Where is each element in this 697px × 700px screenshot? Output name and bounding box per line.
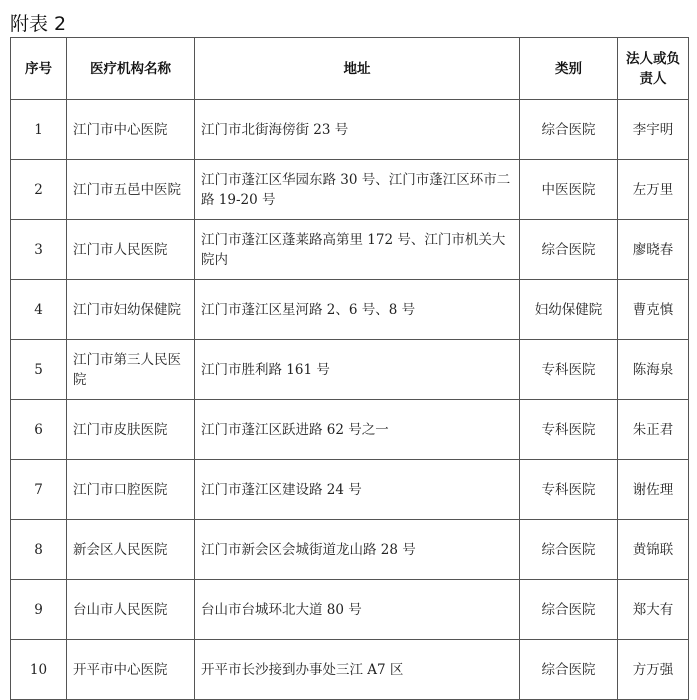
table-row [11,100,689,160]
cell-no: 10 [11,640,67,700]
cell-person: 朱正君 [618,400,689,460]
cell-person: 李宇明 [618,100,689,160]
table-row [11,220,689,280]
hospital-table [10,37,689,700]
header-category: 类别 [520,38,618,100]
header-name: 医疗机构名称 [67,38,195,100]
cell-name: 江门市中心医院 [67,100,195,160]
cell-address: 开平市长沙接到办事处三江 A7 区 [195,640,520,700]
cell-person: 陈海泉 [618,340,689,400]
cell-name: 开平市中心医院 [67,640,195,700]
cell-address: 江门市蓬江区蓬莱路高第里 172 号、江门市机关大院内 [195,220,520,280]
cell-no: 2 [11,160,67,220]
cell-name: 江门市妇幼保健院 [67,280,195,340]
header-no: 序号 [11,38,67,100]
cell-person: 黄锦联 [618,520,689,580]
table-row [11,280,689,340]
cell-address: 江门市蓬江区华园东路 30 号、江门市蓬江区环市二路 19-20 号 [195,160,520,220]
cell-person: 廖晓春 [618,220,689,280]
cell-no: 8 [11,520,67,580]
table-row [11,460,689,520]
cell-no: 7 [11,460,67,520]
table-row [11,640,689,700]
cell-category: 综合医院 [520,640,618,700]
table-row [11,400,689,460]
cell-category: 专科医院 [520,460,618,520]
cell-address: 江门市北街海傍街 23 号 [195,100,520,160]
cell-no: 1 [11,100,67,160]
cell-name: 江门市第三人民医院 [67,340,195,400]
cell-name: 台山市人民医院 [67,580,195,640]
cell-category: 中医医院 [520,160,618,220]
cell-address: 江门市蓬江区建设路 24 号 [195,460,520,520]
cell-category: 综合医院 [520,220,618,280]
table-row [11,520,689,580]
cell-no: 6 [11,400,67,460]
cell-no: 3 [11,220,67,280]
cell-person: 郑大有 [618,580,689,640]
cell-category: 综合医院 [520,100,618,160]
table-row [11,580,689,640]
cell-category: 综合医院 [520,580,618,640]
cell-name: 江门市皮肤医院 [67,400,195,460]
cell-person: 方万强 [618,640,689,700]
table-row [11,160,689,220]
cell-name: 江门市人民医院 [67,220,195,280]
table-header-row [11,38,689,100]
header-address: 地址 [195,38,520,100]
cell-no: 4 [11,280,67,340]
cell-name: 江门市口腔医院 [67,460,195,520]
cell-no: 9 [11,580,67,640]
cell-category: 综合医院 [520,520,618,580]
cell-person: 左万里 [618,160,689,220]
cell-name: 新会区人民医院 [67,520,195,580]
table-row [11,340,689,400]
cell-person: 谢佐理 [618,460,689,520]
cell-address: 江门市蓬江区星河路 2、6 号、8 号 [195,280,520,340]
cell-address: 江门市胜利路 161 号 [195,340,520,400]
header-person: 法人或负责人 [618,38,689,100]
cell-name: 江门市五邑中医院 [67,160,195,220]
cell-address: 江门市蓬江区跃进路 62 号之一 [195,400,520,460]
cell-category: 专科医院 [520,340,618,400]
cell-category: 妇幼保健院 [520,280,618,340]
page-title: 附表 2 [10,13,67,35]
cell-address: 台山市台城环北大道 80 号 [195,580,520,640]
cell-category: 专科医院 [520,400,618,460]
cell-no: 5 [11,340,67,400]
cell-address: 江门市新会区会城街道龙山路 28 号 [195,520,520,580]
cell-person: 曹克慎 [618,280,689,340]
